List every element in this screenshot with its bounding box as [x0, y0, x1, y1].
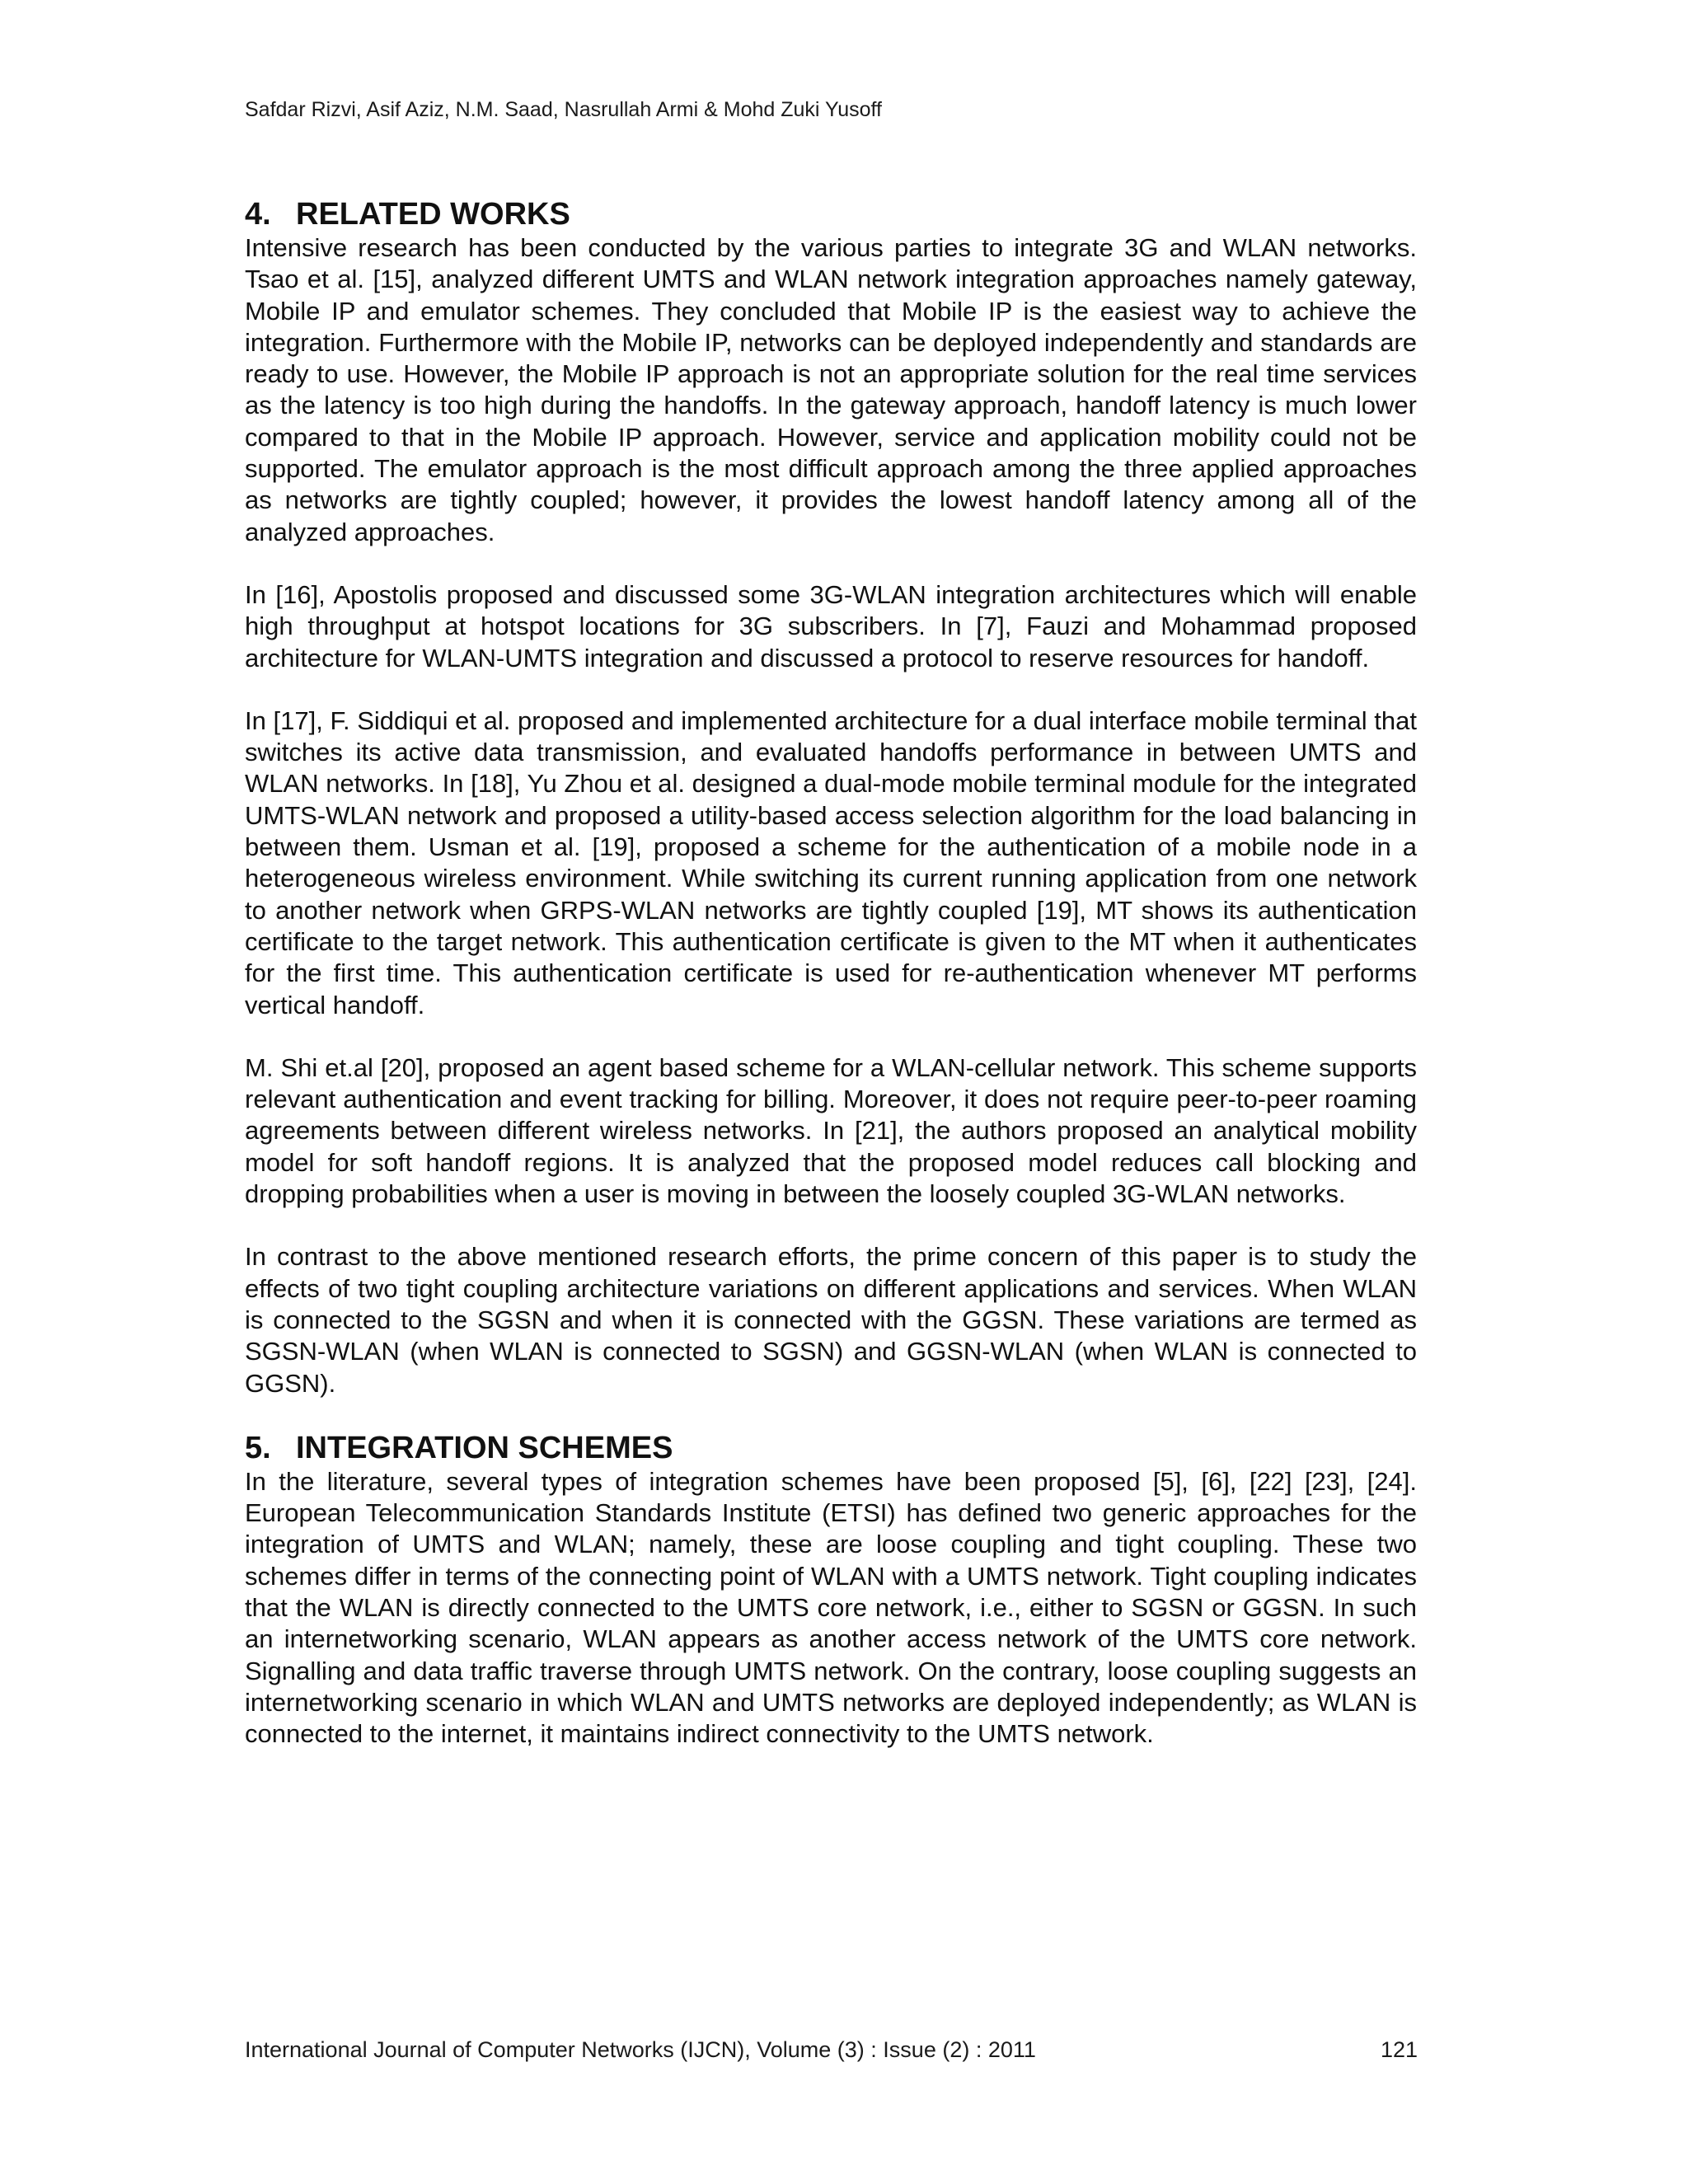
section-heading [245, 196, 1417, 232]
body-paragraph: In the literature, several types of integration schemes have been proposed [5], [6], [22] [23], [24]. European Telecommunication Standards Institute (ETSI) has defined two generic approaches for the integration of UMTS and WLAN; namely, these are loose coupling and tight coupling. These two schemes differ in terms of the connecting point of WLAN with a UMTS network. Tight coupling indicates that the WLAN is directly connected to the UMTS core network, i.e., either to SGSN or GGSN. In such an internetworking scenario, WLAN appears as another access network of the UMTS core network. Signalling and data traffic traverse through UMTS network. On the contrary, loose coupling suggests an internetworking scenario in which WLAN and UMTS networks are deployed independently; as WLAN is connected to the internet, it maintains indirect connectivity to the UMTS network. [245, 1466, 1417, 1749]
body-paragraph: Intensive research has been conducted by the various parties to integrate 3G and WLAN networks. Tsao et al. [15], analyzed different UMTS and WLAN network integration approaches namely gateway, Mobile IP and emulator schemes. They concluded that Mobile IP is the easiest way to achieve the integration. Furthermore with the Mobile IP, networks can be deployed independently and standards are ready to use. However, the Mobile IP approach is not an appropriate solution for the real time services as the latency is too high during the handoffs. In the gateway approach, handoff latency is much lower compared to that in the Mobile IP approach. However, service and application mobility could not be supported. The emulator approach is the most difficult approach among the three applied approaches as networks are tightly coupled; however, it provides the lowest handoff latency among all of the analyzed approaches. [245, 233, 1417, 546]
page-content [245, 196, 1417, 1750]
body-paragraph: In [17], F. Siddiqui et al. proposed and implemented architecture for a dual interface mobile terminal that switches its active data transmission, and evaluated handoffs performance in between UMTS and WLAN networks. In [18], Yu Zhou et al. designed a dual-mode mobile terminal module for the integrated UMTS-WLAN network and proposed a utility-based access selection algorithm for the load balancing in between them. Usman et al. [19], proposed a scheme for the authentication of a mobile node in a heterogeneous wireless environment. While switching its current running application from one network to another network when GRPS-WLAN networks are tightly coupled [19], MT shows its authentication certificate to the target network. This authentication certificate is given to the MT when it authenticates for the first time. This authentication certificate is used for re-authentication whenever MT performs vertical handoff. [245, 705, 1417, 1019]
section-title: INTEGRATION SCHEMES [296, 1430, 673, 1465]
body-paragraph: In contrast to the above mentioned research efforts, the prime concern of this paper is to study the effects of two tight coupling architecture variations on different applications and services. When WLAN is connected to the SGSN and when it is connected with the GGSN. These variations are termed as SGSN-WLAN (when WLAN is connected to SGSN) and GGSN-WLAN (when WLAN is connected to GGSN). [245, 1242, 1417, 1398]
footer-page-number: 121 [1380, 2037, 1418, 2062]
footer-journal-citation: International Journal of Computer Networks (IJCN), Volume (3) : Issue (2) : 2011 [245, 2037, 1036, 2062]
section-number: 5. [245, 1430, 271, 1465]
section-integration-schemes [245, 1430, 1417, 1750]
running-header-authors: Safdar Rizvi, Asif Aziz, N.M. Saad, Nasrullah Armi & Mohd Zuki Yusoff [245, 98, 882, 121]
section-heading [245, 1430, 1417, 1466]
section-title: RELATED WORKS [296, 197, 570, 232]
body-paragraph: M. Shi et.al [20], proposed an agent based scheme for a WLAN-cellular network. This scheme supports relevant authentication and event tracking for billing. Moreover, it does not require peer-to-peer roaming agreements between different wireless networks. In [21], the authors proposed an analytical mobility model for soft handoff regions. It is analyzed that the proposed model reduces call blocking and dropping probabilities when a user is moving in between the loosely coupled 3G-WLAN networks. [245, 1052, 1417, 1209]
section-related-works [245, 196, 1417, 1399]
section-number: 4. [245, 197, 271, 232]
body-paragraph: In [16], Apostolis proposed and discussed some 3G-WLAN integration architectures which will enable high throughput at hotspot locations for 3G subscribers. In [7], Fauzi and Mohammad proposed architecture for WLAN-UMTS integration and discussed a protocol to reserve resources for handoff. [245, 579, 1417, 673]
